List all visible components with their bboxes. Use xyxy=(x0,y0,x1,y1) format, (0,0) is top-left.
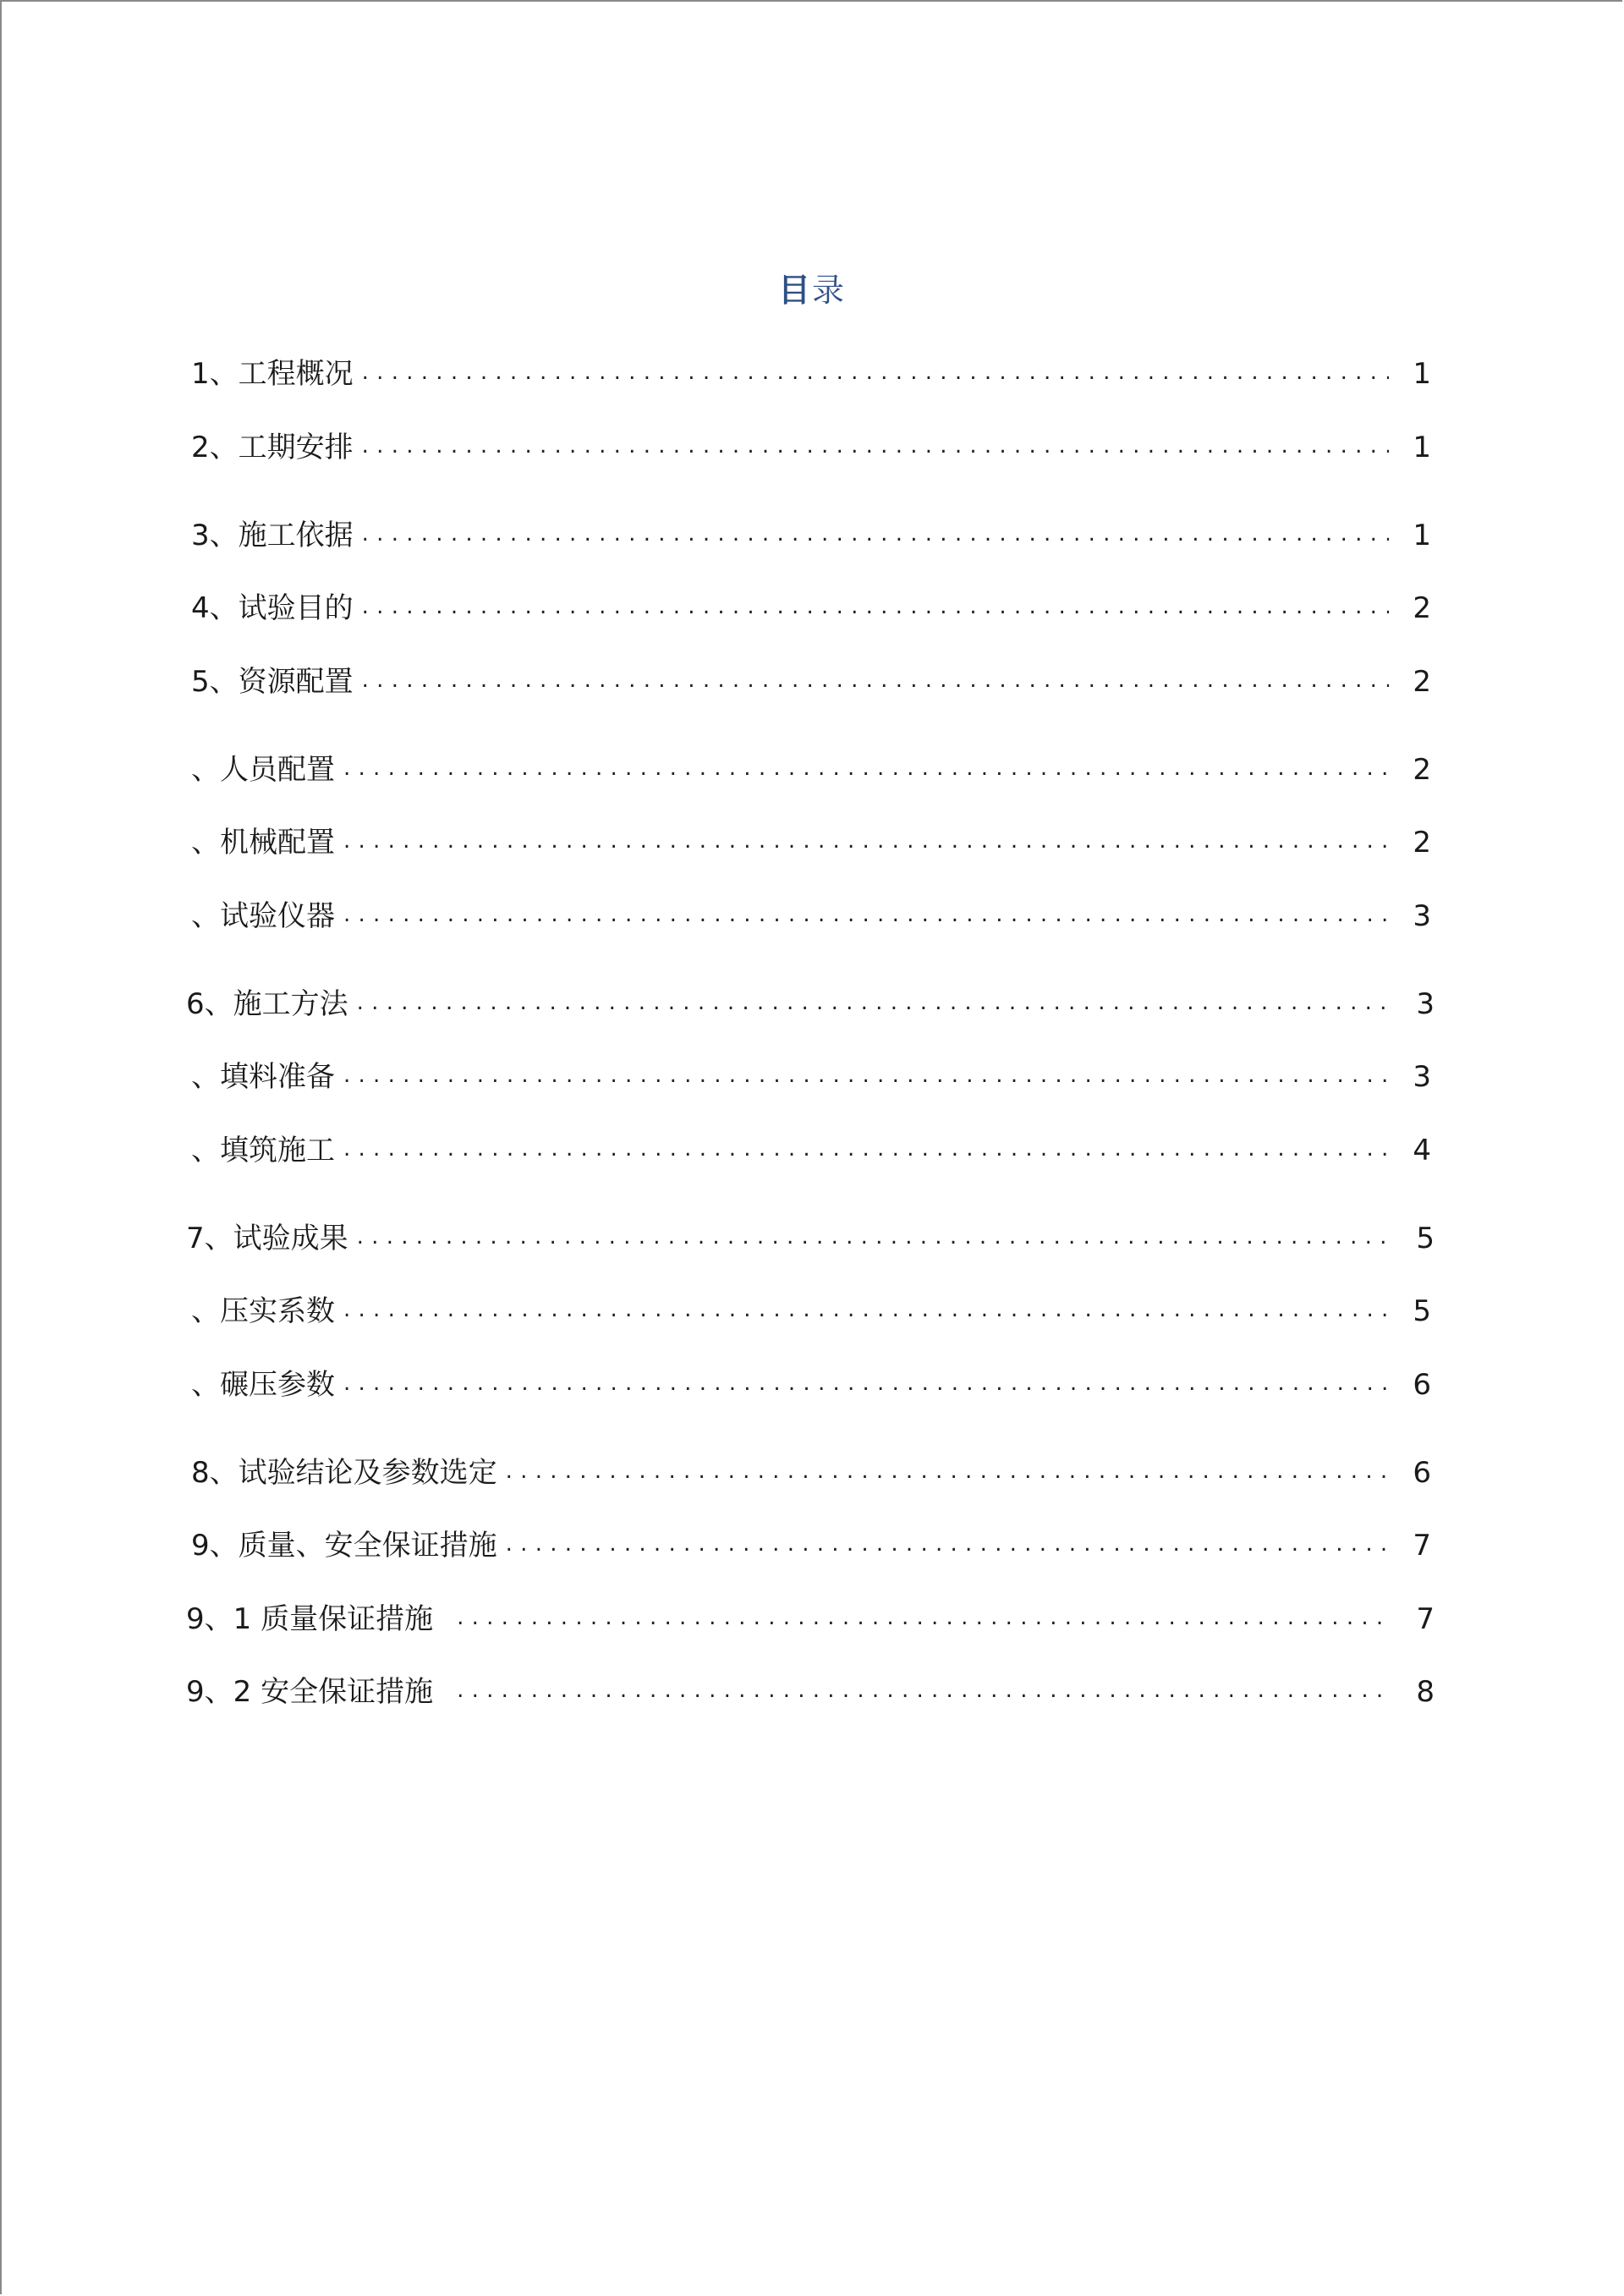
toc-entry-label: 3、施工依据 xyxy=(191,519,354,552)
toc-entry[interactable] xyxy=(186,1218,1435,1259)
toc-dot-leader xyxy=(457,1672,1392,1712)
toc-entry-label: 5、资源配置 xyxy=(191,665,354,699)
toc-dot-leader xyxy=(343,896,1389,937)
toc-dot-leader xyxy=(362,515,1389,556)
toc-entry-label: 、填筑施工 xyxy=(191,1134,335,1167)
toc-entry-label: 6、施工方法 xyxy=(186,987,348,1021)
toc-entry[interactable] xyxy=(191,515,1431,556)
toc-entry-page: 2 xyxy=(1413,591,1431,625)
toc-dot-leader xyxy=(343,1291,1389,1332)
toc-entry-page: 8 xyxy=(1416,1675,1435,1709)
toc-entry[interactable] xyxy=(191,662,1431,702)
toc-entry-label: 9、2 安全保证措施 xyxy=(186,1675,434,1709)
toc-entry-label: 、机械配置 xyxy=(191,826,335,860)
toc-dot-leader xyxy=(343,1130,1389,1171)
toc-entry[interactable] xyxy=(191,822,1431,863)
toc-entry[interactable] xyxy=(191,354,1431,394)
toc-dot-leader xyxy=(362,662,1389,702)
toc-entry[interactable] xyxy=(191,1291,1431,1332)
toc-entry-page: 5 xyxy=(1413,1294,1431,1328)
toc-dot-leader xyxy=(357,984,1392,1024)
toc-entry-page: 3 xyxy=(1413,899,1431,933)
toc-title-rest: 录 xyxy=(812,272,847,309)
toc-entry-page: 1 xyxy=(1413,519,1431,552)
toc-dot-leader xyxy=(343,1057,1389,1097)
toc-dot-leader xyxy=(343,1365,1389,1405)
toc-entry-label: 9、质量、安全保证措施 xyxy=(191,1529,497,1563)
toc-entry[interactable] xyxy=(191,1365,1431,1405)
toc-entry[interactable] xyxy=(186,984,1435,1024)
toc-entry-page: 3 xyxy=(1416,987,1435,1021)
toc-dot-leader xyxy=(343,750,1389,790)
toc-entry-page: 3 xyxy=(1413,1060,1431,1094)
toc-entry[interactable] xyxy=(191,588,1431,629)
toc-entry-label: 2、工期安排 xyxy=(191,431,354,464)
toc-entry[interactable] xyxy=(191,750,1431,790)
toc-entry[interactable] xyxy=(191,1057,1431,1097)
toc-entry-label: 、碾压参数 xyxy=(191,1368,335,1402)
toc-entry-label: 1、工程概况 xyxy=(191,357,354,391)
toc-dot-leader xyxy=(362,588,1389,629)
toc-entry-page: 4 xyxy=(1413,1134,1431,1167)
toc-entry[interactable] xyxy=(191,1525,1431,1566)
toc-dot-leader xyxy=(362,427,1389,468)
toc-entry-page: 6 xyxy=(1413,1368,1431,1402)
toc-entry[interactable] xyxy=(191,427,1431,468)
toc-entry[interactable] xyxy=(186,1672,1435,1712)
toc-entry-page: 6 xyxy=(1413,1456,1431,1490)
toc-entry-page: 7 xyxy=(1416,1602,1435,1636)
toc-entry[interactable] xyxy=(186,1599,1435,1640)
toc-entry-label: 9、1 质量保证措施 xyxy=(186,1602,434,1636)
toc-entry-page: 5 xyxy=(1416,1222,1435,1255)
toc-dot-leader xyxy=(506,1453,1389,1493)
toc-entry-label: 8、试验结论及参数选定 xyxy=(191,1456,497,1490)
toc-entry-label: 、填料准备 xyxy=(191,1060,335,1094)
toc-entry-label: 、人员配置 xyxy=(191,753,335,787)
toc-entry-page: 2 xyxy=(1413,753,1431,787)
toc-dot-leader xyxy=(343,822,1389,863)
toc-dot-leader xyxy=(357,1218,1392,1259)
toc-entry-label: 4、试验目的 xyxy=(191,591,354,625)
toc-dot-leader xyxy=(362,354,1389,394)
toc-entry-label: 、压实系数 xyxy=(191,1294,335,1328)
toc-entry[interactable] xyxy=(191,896,1431,937)
toc-entry-label: 、试验仪器 xyxy=(191,899,335,933)
toc-title-first-char: 目 xyxy=(777,272,812,309)
toc-dot-leader xyxy=(457,1599,1392,1640)
toc-entry-page: 1 xyxy=(1413,357,1431,391)
toc-entry-page: 1 xyxy=(1413,431,1431,464)
toc-entry-page: 7 xyxy=(1413,1529,1431,1563)
toc-dot-leader xyxy=(506,1525,1389,1566)
toc-entry-label: 7、试验成果 xyxy=(186,1222,348,1255)
toc-entry-page: 2 xyxy=(1413,665,1431,699)
toc-entry-page: 2 xyxy=(1413,826,1431,860)
toc-entry[interactable] xyxy=(191,1130,1431,1171)
toc-entry[interactable] xyxy=(191,1453,1431,1493)
